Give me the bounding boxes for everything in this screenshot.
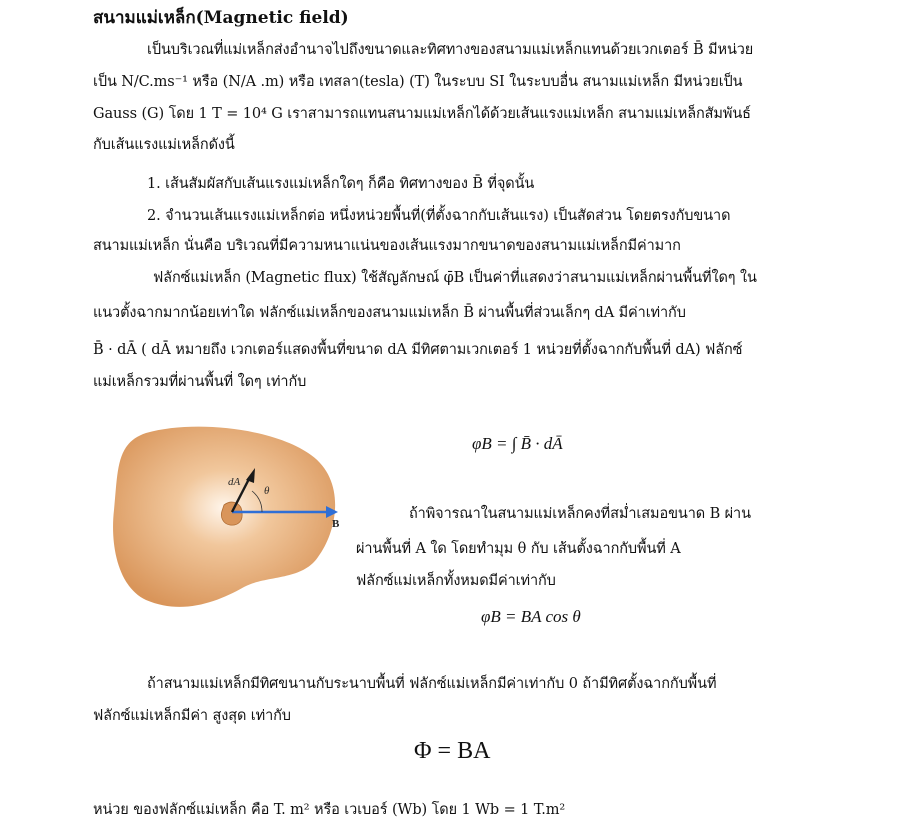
- unit-line: หน่วย ของฟลักซ์แม่เหล็ก คือ T. m² หรือ เวเบอร์ (Wb) โดย 1 Wb = 1 T.m²: [93, 802, 566, 818]
- para-line-3: Gauss (G) โดย 1 T = 10⁴ G เราสามารถแทนสนามแม่เหล็กได้ด้วยเส้นแรงแม่เหล็ก สนามแม่เหล็กสัมพันธ์: [93, 106, 751, 122]
- equation-flux-max: Φ = BA: [414, 738, 491, 764]
- equation-flux-integral: φB = ∫ B̄ · dĀ: [472, 434, 563, 453]
- label-B: B: [332, 518, 340, 530]
- para-line-4: กับเส้นแรงแม่เหล็กดังนี้: [93, 137, 235, 153]
- uniform-field-line-1: ถ้าพิจารณาในสนามแม่เหล็กคงที่สม่ำเสมอขนาด B ผ่าน: [409, 506, 751, 522]
- flux-def-line-3: B̄ · dĀ ( dĀ หมายถึง เวกเตอร์แสดงพื้นที่ขนาด dA มีทิศตามเวกเตอร์ 1 หน่วยที่ตั้งฉากกับพื้นที่ dA) ฟลักซ์: [93, 342, 743, 358]
- flux-figure: [106, 425, 366, 615]
- equation-flux-cos: φB = BA cos θ: [481, 607, 581, 626]
- heading-magnetic-field: สนามแม่เหล็ก(Magnetic field): [93, 8, 349, 28]
- label-dA: dA: [228, 476, 241, 488]
- flux-def-line-4: แม่เหล็กรวมที่ผ่านพื้นที่ ใดๆ เท่ากับ: [93, 374, 307, 390]
- para-line-1: เป็นบริเวณที่แม่เหล็กส่งอำนาจไปถึงขนาดและทิศทางของสนามแม่เหล็กแทนด้วยเวกเตอร์ B̄ มีหน่วย: [147, 42, 754, 58]
- flux-def-line-1: ฟลักซ์แม่เหล็ก (Magnetic flux) ใช้สัญลักษณ์ φ̄B เป็นค่าที่แสดงว่าสนามแม่เหล็กผ่านพื้นที่ใดๆ ใน: [153, 270, 757, 286]
- flux-def-line-2: แนวตั้งฉากมากน้อยเท่าใด ฟลักซ์แม่เหล็กของสนามแม่เหล็ก B̄ ผ่านพื้นที่ส่วนเล็กๆ dA มีค่าเท่ากับ: [93, 305, 686, 321]
- list-item-1: 1. เส้นสัมผัสกับเส้นแรงแม่เหล็กใดๆ ก็คือ ทิศทางของ B̄ ที่จุดนั้น: [147, 176, 535, 192]
- parallel-case-line-1: ถ้าสนามแม่เหล็กมีทิศขนานกับระนาบพื้นที่ ฟลักซ์แม่เหล็กมีค่าเท่ากับ 0 ถ้ามีทิศตั้งฉากกับพื้นที่: [147, 676, 717, 692]
- list-item-2: 2. จำนวนเส้นแรงแม่เหล็กต่อ หนึ่งหน่วยพื้นที่(ที่ตั้งฉากกับเส้นแรง) เป็นสัดส่วน โดยตรงกับขนาด: [147, 208, 731, 224]
- label-theta: θ: [264, 485, 270, 497]
- area-element-dA: [221, 502, 242, 525]
- uniform-field-line-2: ผ่านพื้นที่ A ใด โดยทำมุม θ กับ เส้นตั้งฉากกับพื้นที่ A: [356, 541, 681, 557]
- uniform-field-line-3: ฟลักซ์แม่เหล็กทั้งหมดมีค่าเท่ากับ: [356, 573, 556, 589]
- para-line-2: เป็น N/C.ms⁻¹ หรือ (N/A .m) หรือ เทสลา(tesla) (T) ในระบบ SI ในระบบอื่น สนามแม่เหล็ก มีหน่วยเป็น: [93, 74, 743, 90]
- flux-figure-svg: [106, 425, 366, 615]
- parallel-case-line-2: ฟลักซ์แม่เหล็กมีค่า สูงสุด เท่ากับ: [93, 708, 291, 724]
- list-item-2-cont: สนามแม่เหล็ก นั่นคือ บริเวณที่มีความหนาแน่นของเส้นแรงมากขนาดของสนามแม่เหล็กมีค่ามาก: [93, 238, 681, 254]
